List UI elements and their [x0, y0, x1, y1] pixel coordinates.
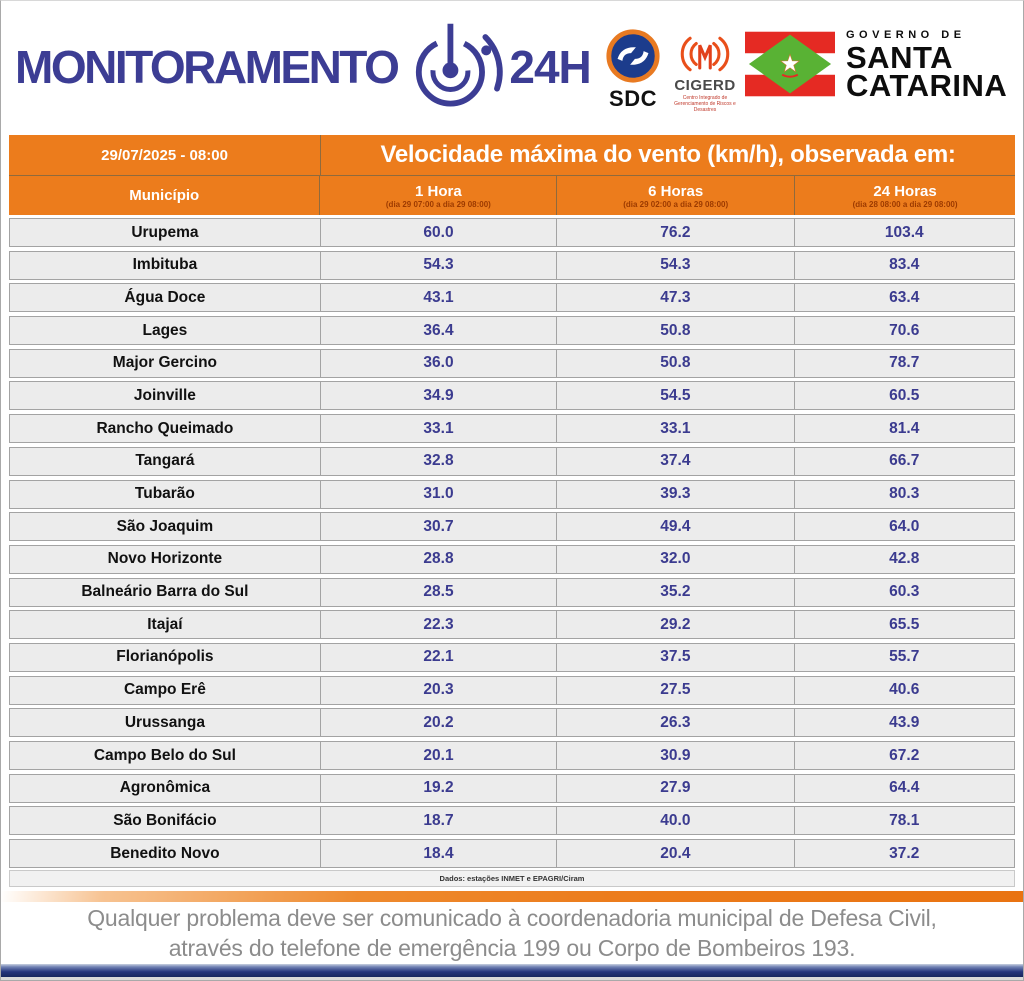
municipality-cell: Urupema: [131, 223, 199, 241]
value-1h-cell: 30.7: [320, 513, 556, 540]
brand-title: MONITORAMENTO: [15, 41, 398, 93]
table-row: [9, 447, 1015, 476]
table-row: [9, 349, 1015, 378]
municipality-cell: Tangará: [135, 452, 195, 470]
value-1h-cell: 20.1: [320, 742, 556, 769]
24h-header-label: 24 Horas: [873, 182, 937, 200]
blue-footer-bar: [1, 964, 1023, 977]
municipality-cell: Urussanga: [124, 713, 205, 731]
table-row: [9, 643, 1015, 672]
sdc-emblem-icon: [604, 27, 662, 85]
municipality-cell: Imbituba: [132, 256, 198, 274]
6h-header-label: 6 Horas: [648, 182, 704, 200]
municipality-cell: Agronômica: [119, 779, 211, 797]
value-24h-cell: 37.2: [794, 840, 1014, 867]
bottom-strip: [1, 977, 1023, 981]
column-header-1h: [319, 176, 556, 215]
radar-icon: [403, 15, 507, 119]
table-row: [9, 774, 1015, 803]
value-24h-cell: 63.4: [794, 284, 1014, 311]
value-24h-cell: 103.4: [794, 219, 1014, 246]
value-24h-cell: 55.7: [794, 644, 1014, 671]
municipality-cell: Novo Horizonte: [107, 550, 223, 568]
value-1h-cell: 20.3: [320, 677, 556, 704]
table-row: [9, 610, 1015, 639]
table-row: [9, 512, 1015, 541]
value-1h-cell: 28.8: [320, 546, 556, 573]
value-6h-cell: 40.0: [556, 807, 793, 834]
value-1h-cell: 60.0: [320, 219, 556, 246]
governo-de-text: GOVERNO DE: [846, 29, 966, 41]
brand-24h: 24H: [509, 41, 591, 93]
orange-divider-bar: [1, 891, 1023, 902]
value-1h-cell: 28.5: [320, 579, 556, 606]
value-24h-cell: 65.5: [794, 611, 1014, 638]
table-row: [9, 218, 1015, 247]
table-title-row: [9, 135, 1015, 175]
sdc-label: SDC: [609, 86, 657, 111]
value-24h-cell: 43.9: [794, 709, 1014, 736]
value-6h-cell: 30.9: [556, 742, 793, 769]
data-source-footnote: Dados: estações INMET e EPAGRI/Ciram: [9, 870, 1015, 887]
value-6h-cell: 26.3: [556, 709, 793, 736]
value-1h-cell: 36.4: [320, 317, 556, 344]
table-row: [9, 708, 1015, 737]
municipality-cell: Campo Belo do Sul: [93, 746, 236, 764]
cigerd-label: CIGERD: [674, 77, 736, 94]
value-6h-cell: 54.3: [556, 252, 793, 279]
value-24h-cell: 67.2: [794, 742, 1014, 769]
municipality-cell: São Joaquim: [116, 517, 214, 535]
value-6h-cell: 33.1: [556, 415, 793, 442]
notice-line-2: através do telefone de emergência 199 ou Corpo de Bombeiros 193.: [168, 935, 856, 962]
value-24h-cell: 66.7: [794, 448, 1014, 475]
wind-speed-table: [9, 135, 1015, 887]
table-row: [9, 480, 1015, 509]
header: [1, 1, 1023, 135]
table-row: [9, 806, 1015, 835]
table-row: [9, 381, 1015, 410]
cigerd-subtitle: Centro Integrado de Gerenciamento de Riscos e Desastres: [674, 95, 736, 113]
column-header-6h: [556, 176, 794, 215]
table-row: [9, 283, 1015, 312]
municipality-cell: São Bonifácio: [113, 811, 217, 829]
sdc-logo: [602, 27, 664, 112]
table-row: [9, 578, 1015, 607]
value-24h-cell: 64.0: [794, 513, 1014, 540]
cigerd-logo: [669, 31, 741, 113]
value-6h-cell: 27.9: [556, 775, 793, 802]
table-title: Velocidade máxima do vento (km/h), observada em:: [320, 135, 1015, 175]
value-6h-cell: 35.2: [556, 579, 793, 606]
value-6h-cell: 54.5: [556, 382, 793, 409]
municipality-cell: Tubarão: [134, 485, 195, 502]
municipio-header-label: Município: [129, 187, 200, 204]
column-header-24h: [794, 176, 1015, 215]
value-1h-cell: 19.2: [320, 775, 556, 802]
notice-text: [1, 902, 1023, 964]
table-row: [9, 545, 1015, 574]
value-6h-cell: 29.2: [556, 611, 793, 638]
value-1h-cell: 34.9: [320, 382, 556, 409]
governo-wordmark: [846, 29, 1008, 103]
1h-header-label: 1 Hora: [415, 182, 462, 200]
municipality-cell: Balneário Barra do Sul: [81, 583, 249, 601]
value-24h-cell: 81.4: [794, 415, 1014, 442]
value-24h-cell: 83.4: [794, 252, 1014, 279]
value-24h-cell: 60.3: [794, 579, 1014, 606]
municipality-cell: Itajaí: [147, 615, 183, 633]
table-row: [9, 839, 1015, 868]
municipality-cell: Campo Erê: [123, 681, 206, 699]
value-6h-cell: 20.4: [556, 840, 793, 867]
cigerd-emblem-icon: [677, 31, 733, 77]
value-24h-cell: 64.4: [794, 775, 1014, 802]
notice-line-1: Qualquer problema deve ser comunicado à coordenadoria municipal de Defesa Civil,: [87, 905, 937, 932]
catarina-text: CATARINA: [846, 68, 1008, 103]
table-row: [9, 251, 1015, 280]
value-6h-cell: 32.0: [556, 546, 793, 573]
value-1h-cell: 18.7: [320, 807, 556, 834]
monitoramento-24h-logo: [15, 15, 591, 119]
value-24h-cell: 40.6: [794, 677, 1014, 704]
municipality-cell: Major Gercino: [112, 354, 218, 372]
value-24h-cell: 80.3: [794, 481, 1014, 508]
report-datetime: 29/07/2025 - 08:00: [101, 146, 228, 164]
value-24h-cell: 60.5: [794, 382, 1014, 409]
value-24h-cell: 42.8: [794, 546, 1014, 573]
table-row: [9, 414, 1015, 443]
value-6h-cell: 76.2: [556, 219, 793, 246]
value-6h-cell: 49.4: [556, 513, 793, 540]
municipality-cell: Água Doce: [124, 288, 206, 306]
santa-catarina-flag: [745, 27, 835, 101]
value-1h-cell: 22.1: [320, 644, 556, 671]
6h-header-range: (dia 29 02:00 a dia 29 08:00): [623, 199, 729, 209]
value-24h-cell: 78.7: [794, 350, 1014, 377]
value-1h-cell: 31.0: [320, 481, 556, 508]
value-6h-cell: 37.4: [556, 448, 793, 475]
table-row: [9, 676, 1015, 705]
value-6h-cell: 47.3: [556, 284, 793, 311]
municipality-cell: Joinville: [133, 386, 196, 404]
value-1h-cell: 33.1: [320, 415, 556, 442]
table-row: [9, 316, 1015, 345]
value-6h-cell: 50.8: [556, 317, 793, 344]
table-header-row: [9, 175, 1015, 215]
municipality-cell: Benedito Novo: [110, 844, 220, 862]
value-1h-cell: 18.4: [320, 840, 556, 867]
value-1h-cell: 22.3: [320, 611, 556, 638]
value-1h-cell: 36.0: [320, 350, 556, 377]
value-6h-cell: 37.5: [556, 644, 793, 671]
value-24h-cell: 70.6: [794, 317, 1014, 344]
value-6h-cell: 50.8: [556, 350, 793, 377]
column-header-municipio: [9, 176, 319, 215]
1h-header-range: (dia 29 07:00 a dia 29 08:00): [385, 199, 491, 209]
value-1h-cell: 32.8: [320, 448, 556, 475]
24h-header-range: (dia 28 08:00 a dia 29 08:00): [852, 199, 958, 209]
municipality-cell: Lages: [142, 321, 188, 339]
santa-text: SANTA: [846, 40, 953, 75]
value-1h-cell: 20.2: [320, 709, 556, 736]
value-24h-cell: 78.1: [794, 807, 1014, 834]
value-6h-cell: 27.5: [556, 677, 793, 704]
value-1h-cell: 43.1: [320, 284, 556, 311]
table-row: [9, 741, 1015, 770]
municipality-cell: Florianópolis: [116, 648, 214, 666]
value-1h-cell: 54.3: [320, 252, 556, 279]
municipality-cell: Rancho Queimado: [96, 419, 234, 437]
value-6h-cell: 39.3: [556, 481, 793, 508]
table-body: [9, 218, 1015, 868]
